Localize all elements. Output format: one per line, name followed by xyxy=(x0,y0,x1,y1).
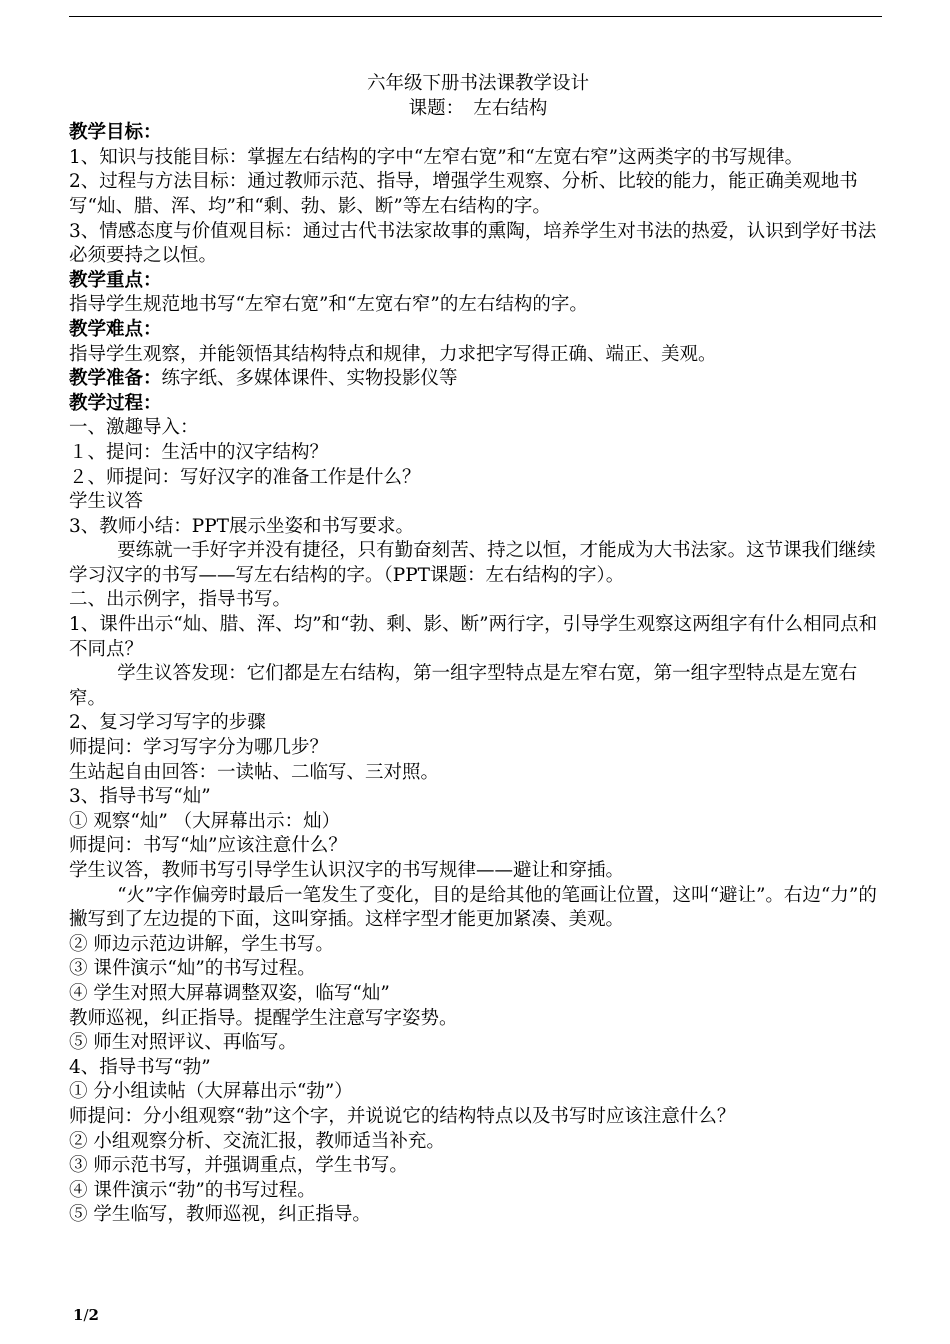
section-2-step-1-paragraph: 学生议答发现：它们都是左右结构，第一组字型特点是左窄右宽，第一组字型特点是左宽右窄。 xyxy=(69,663,858,709)
step-3-item-2: ② 师边示范边讲解，学生书写。 xyxy=(69,933,334,955)
header-rule xyxy=(69,16,882,17)
preparation-heading: 教学准备： xyxy=(69,368,162,390)
step-3-paragraph: “火”字作偏旁时最后一笔发生了变化，目的是给其他的笔画让位置，这叫“避让”。右边“力”的撇写到了左边提的下面，这叫穿插。这样字型才能更加紧凑、美观。 xyxy=(69,884,877,931)
step-3-question: 师提问：书写“灿”应该注意什么？ xyxy=(69,835,347,857)
key-points-heading: 教学重点： xyxy=(69,269,162,291)
preparation-line xyxy=(69,367,887,392)
page-total: 2 xyxy=(88,1306,99,1324)
section-1-paragraph: 要练就一手好字并没有捷径，只有勤奋刻苦、持之以恒，才能成为大书法家。这节课我们继续学习汉字的书写——写左右结构的字。（PPT课题：左右结构的字）。 xyxy=(69,540,876,586)
section-1-heading: 一、激趣导入： xyxy=(69,417,199,439)
goal-knowledge: 1、知识与技能目标：掌握左右结构的字中“左窄右宽”和“左宽右窄”这两类字的书写规律。 xyxy=(69,146,804,168)
section-2-step-1: 1、课件出示“灿、腊、浑、均”和“勃、剩、影、断”两行字，引导学生观察这两组字有什么相同点和不同点？ xyxy=(69,614,878,660)
step-4-item-3: ③ 师示范书写，并强调重点，学生书写。 xyxy=(69,1155,408,1177)
step-3-answer: 学生议答，教师书写引导学生认识汉字的书写规律——避让和穿插。 xyxy=(69,860,625,881)
difficulties-heading: 教学难点： xyxy=(69,318,162,340)
step-4-question: 师提问：分小组观察“勃”这个字，并说说它的结构特点以及书写时应该注意什么？ xyxy=(69,1105,736,1127)
section-2-step-2-answer: 生站起自由回答：一读帖、二临写、三对照。 xyxy=(69,761,440,783)
lesson-topic: 课题： 左右结构 xyxy=(408,97,548,119)
section-2-step-3: 3、指导书写“灿” xyxy=(69,786,211,808)
step-3-item-4: ④ 学生对照大屏幕调整双姿，临写“灿” xyxy=(69,982,390,1004)
step-3-item-5: ⑤ 师生对照评议、再临写。 xyxy=(69,1032,297,1054)
section-1-question-1: １、提问：生活中的汉字结构？ xyxy=(69,441,329,463)
step-4-item-2: ② 小组观察分析、交流汇报，教师适当补充。 xyxy=(69,1130,445,1152)
document-body xyxy=(69,72,887,1228)
document-title: 六年级下册书法课教学设计 xyxy=(366,73,589,94)
section-1-summary: 3、教师小结：PPT展示坐姿和书写要求。 xyxy=(69,515,415,537)
step-4-item-1: ① 分小组读帖（大屏幕出示“勃”） xyxy=(69,1081,353,1103)
preparation-text: 练字纸、多媒体课件、实物投影仪等 xyxy=(161,368,458,390)
page-separator: / xyxy=(83,1306,89,1324)
section-2-step-2: 2、复习学习写字的步骤 xyxy=(69,712,266,734)
step-4-item-4: ④ 课件演示“勃”的书写过程。 xyxy=(69,1179,316,1201)
difficulties-text: 指导学生观察，并能领悟其结构特点和规律，力求把字写得正确、端正、美观。 xyxy=(69,343,717,365)
goal-process: 2、过程与方法目标：通过教师示范、指导，增强学生观察、分析、比较的能力，能正确美观地书写“灿、腊、浑、均”和“剩、勃、影、断”等左右结构的字。 xyxy=(69,171,858,217)
section-2-heading: 二、出示例字，指导书写。 xyxy=(69,589,292,611)
section-2-step-2-question: 师提问：学习写字分为哪几步？ xyxy=(69,737,329,759)
goal-emotion: 3、情感态度与价值观目标：通过古代书法家故事的熏陶，培养学生对书法的热爱，认识到学好书法必须要持之以恒。 xyxy=(69,220,877,267)
section-1-question-2: ２、师提问：写好汉字的准备工作是什么？ xyxy=(69,466,421,488)
step-3-item-1: ① 观察“灿” （大屏幕出示：灿） xyxy=(69,810,341,832)
step-3-item-4-note: 教师巡视，纠正指导。提醒学生注意写字姿势。 xyxy=(69,1007,458,1029)
page-current: 1 xyxy=(73,1306,84,1324)
process-heading: 教学过程： xyxy=(69,392,162,414)
page-number xyxy=(73,1306,99,1324)
step-4-item-5: ⑤ 学生临写，教师巡视，纠正指导。 xyxy=(69,1204,371,1226)
goals-heading: 教学目标： xyxy=(69,122,162,144)
section-2-step-4: 4、指导书写“勃” xyxy=(69,1056,211,1078)
step-3-item-3: ③ 课件演示“灿”的书写过程。 xyxy=(69,958,316,980)
section-1-answer: 学生议答 xyxy=(69,491,144,513)
key-points-text: 指导学生规范地书写“左窄右宽”和“左宽右窄”的左右结构的字。 xyxy=(69,294,588,316)
